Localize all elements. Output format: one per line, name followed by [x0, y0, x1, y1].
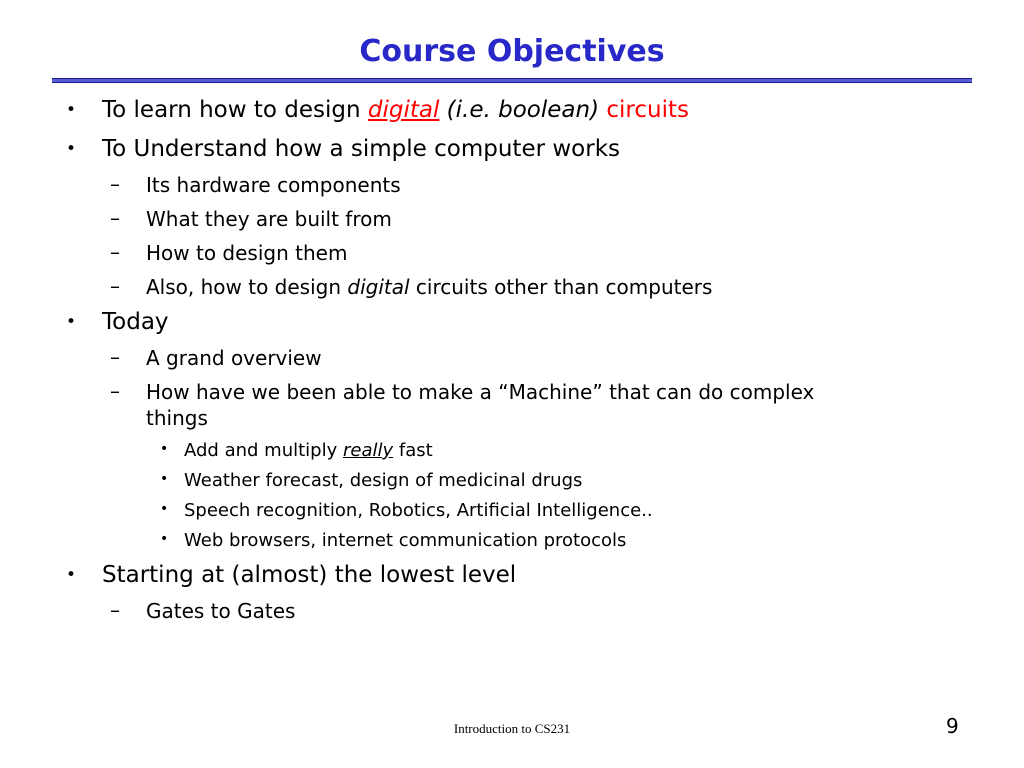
small-bullet-marker: • [160, 471, 169, 487]
emphasis-circuits: circuits [599, 97, 689, 123]
dash-marker: – [110, 172, 120, 196]
dash-marker: – [110, 206, 120, 230]
sub-item-machine-cont: things [146, 406, 208, 430]
bullet-marker: • [66, 312, 77, 332]
small-bullet-marker: • [160, 531, 169, 547]
sub-item-gates: Gates to Gates [146, 599, 296, 623]
sub-item-hardware: Its hardware components [146, 173, 401, 197]
dash-marker: – [110, 274, 120, 298]
sub-item-grand-overview: A grand overview [146, 346, 322, 370]
page-number: 9 [946, 714, 959, 738]
bullet-marker: • [66, 565, 77, 585]
detail-item-speech: Speech recognition, Robotics, Artificial Intelligence.. [184, 500, 653, 521]
slide-title: Course Objectives [359, 34, 665, 69]
sub-item-machine: How have we been able to make a “Machine” that can do complex [146, 380, 815, 404]
dash-marker: – [110, 379, 120, 403]
bullet-marker: • [66, 139, 77, 159]
sub-item-design-them: How to design them [146, 241, 348, 265]
sub-item-other-circuits [146, 275, 712, 299]
sub-item-text: circuits other than computers [409, 275, 713, 299]
bullet-marker: • [66, 100, 77, 120]
bullet-text: To learn how to design [102, 97, 368, 123]
bullet-item-design-digital [102, 97, 689, 123]
detail-item-weather: Weather forecast, design of medicinal drugs [184, 470, 583, 491]
dash-marker: – [110, 598, 120, 622]
bullet-item-today: Today [102, 309, 169, 335]
emphasis-really: really [342, 440, 394, 461]
detail-item-web: Web browsers, internet communication protocols [184, 530, 627, 551]
detail-item-add-multiply [184, 440, 433, 461]
emphasis-digital: digital [367, 97, 440, 123]
emphasis-digital: digital [347, 275, 410, 299]
small-bullet-marker: • [160, 501, 169, 517]
dash-marker: – [110, 345, 120, 369]
bullet-item-lowest-level: Starting at (almost) the lowest level [102, 562, 517, 588]
detail-text: fast [393, 440, 433, 461]
sub-item-built-from: What they are built from [146, 207, 392, 231]
sub-item-text: Also, how to design [146, 275, 348, 299]
emphasis-boolean: (i.e. boolean) [439, 97, 600, 123]
detail-text: Add and multiply [184, 440, 343, 461]
dash-marker: – [110, 240, 120, 264]
bullet-item-understand-computer: To Understand how a simple computer works [102, 136, 621, 162]
slide-footer: Introduction to CS231 [453, 721, 571, 736]
small-bullet-marker: • [160, 441, 169, 457]
